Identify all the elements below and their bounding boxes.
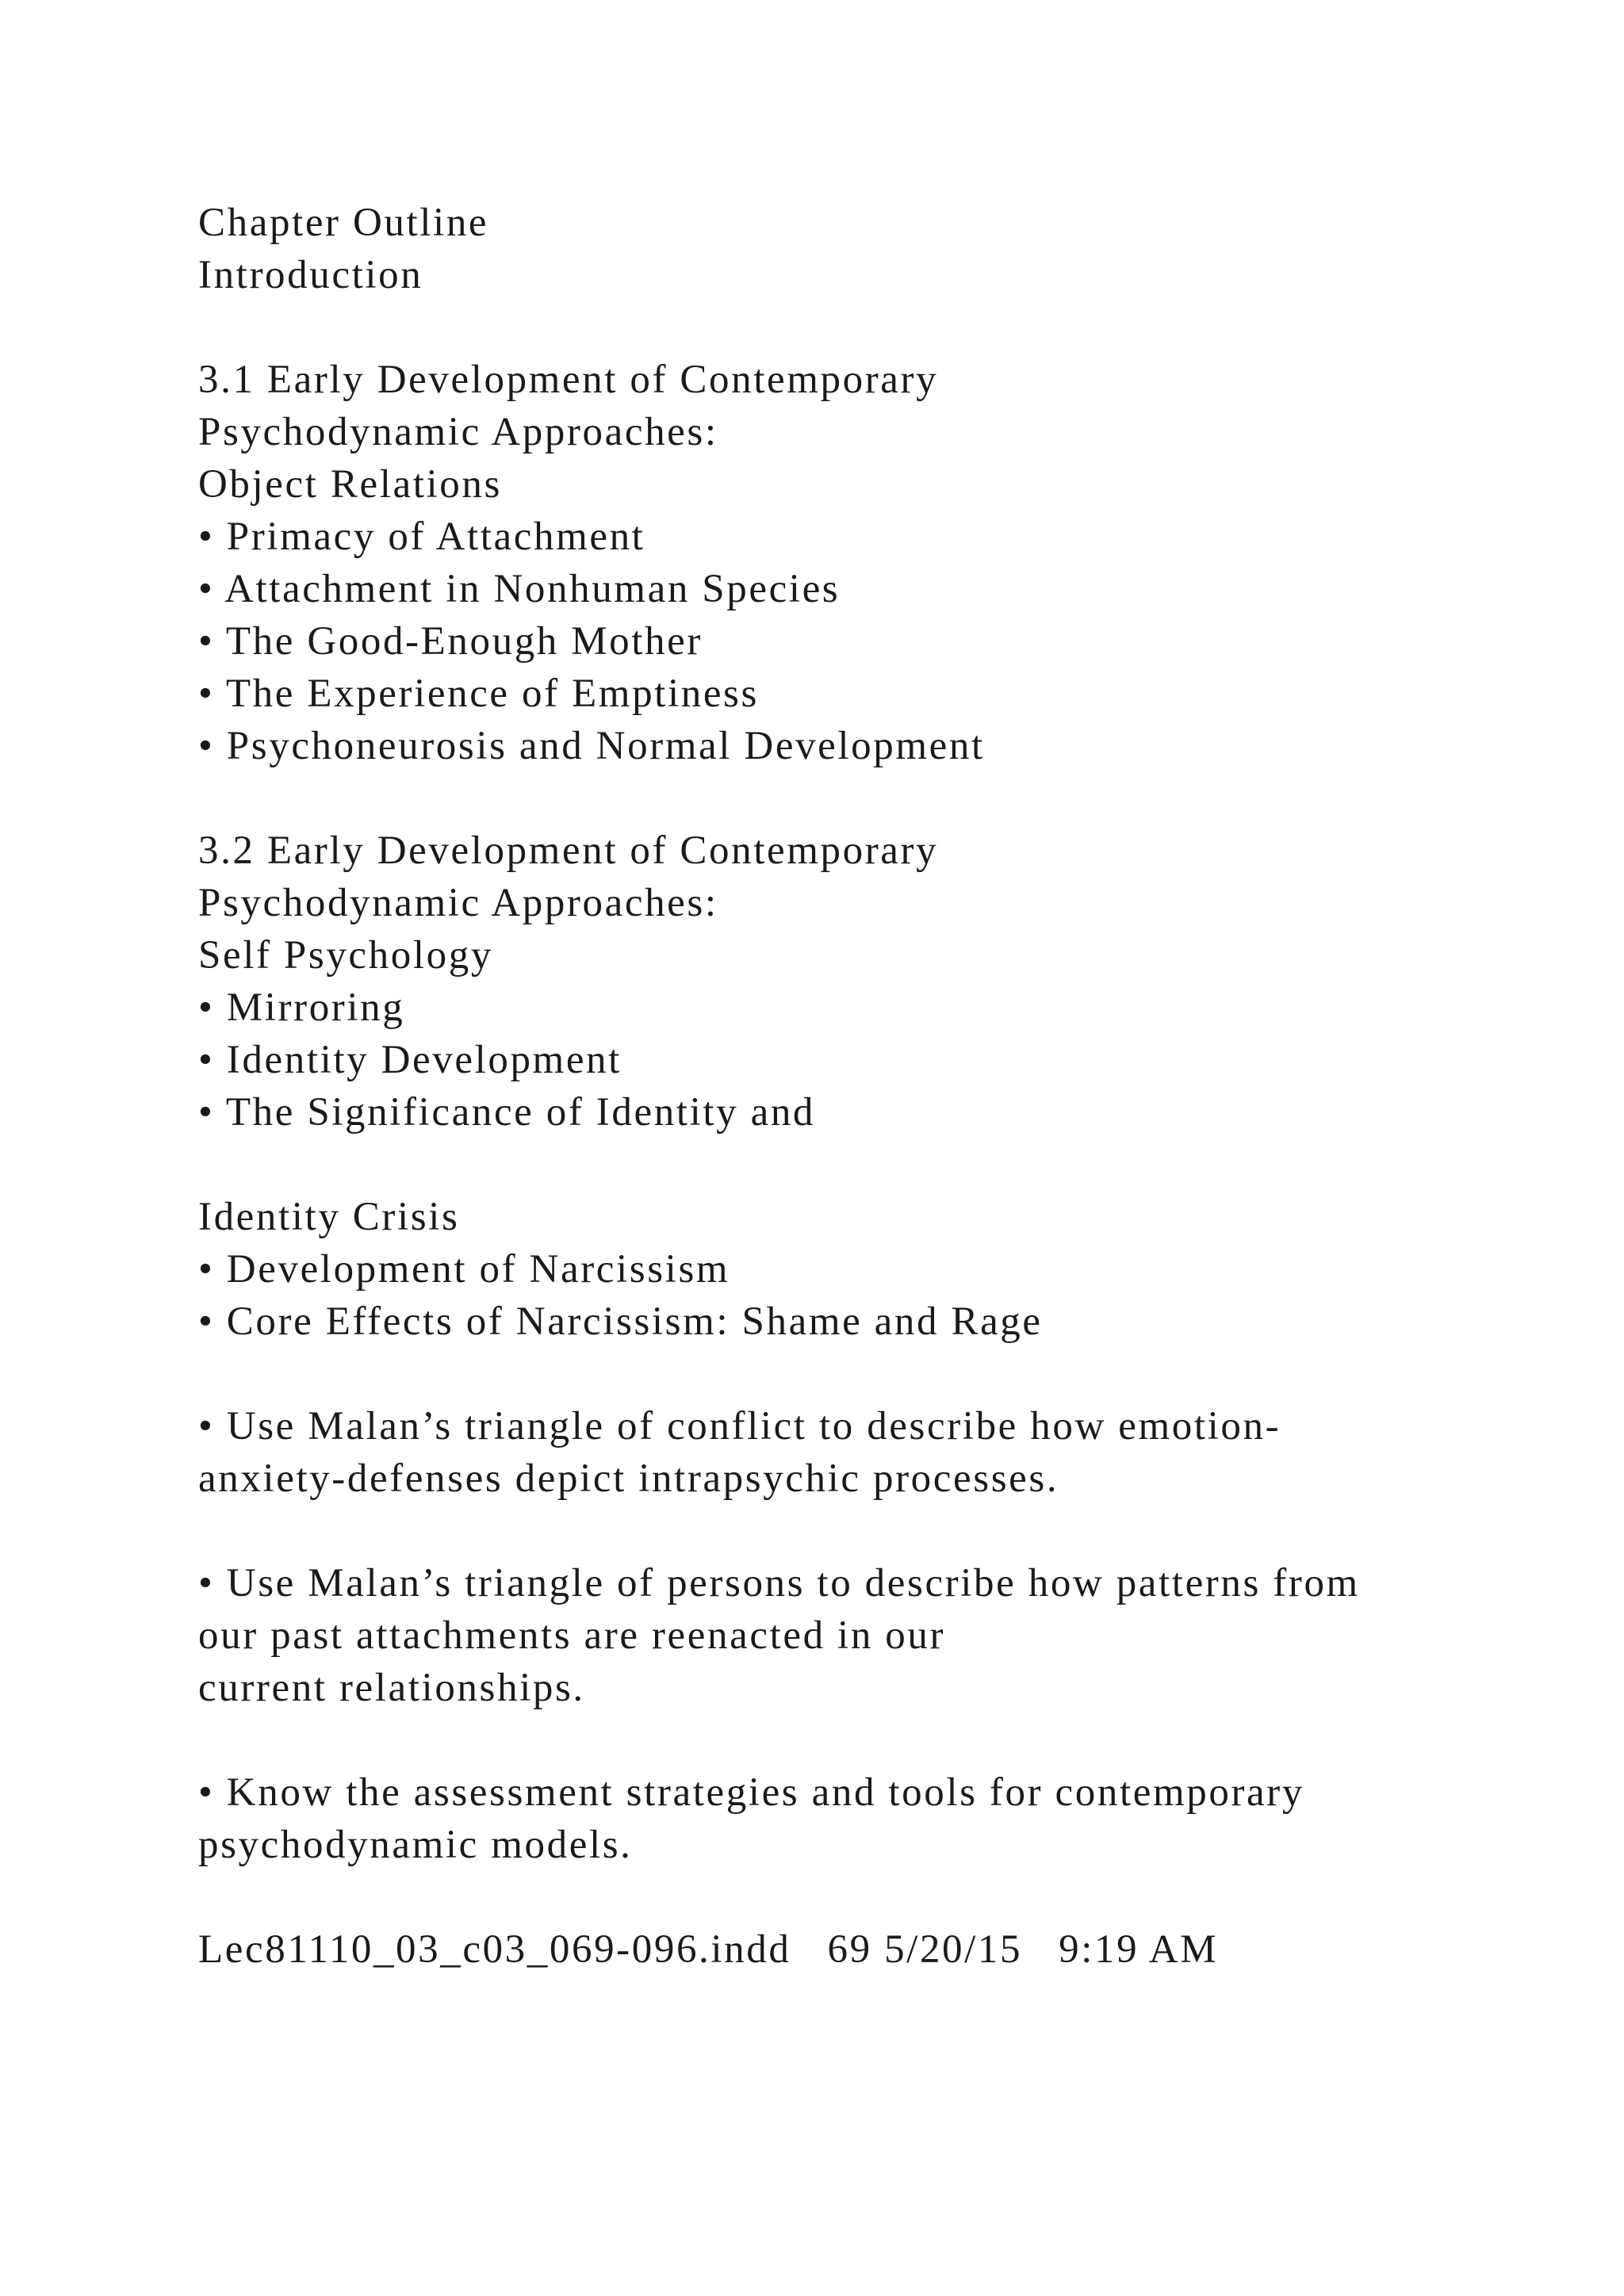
document-body [198, 197, 1546, 1976]
spacer [198, 1871, 1546, 1923]
objective-line: our past attachments are reenacted in our [198, 1613, 946, 1658]
section-3-1-heading-line1: 3.1 Early Development of Contemporary [198, 358, 939, 402]
list-item: • The Experience of Emptiness [198, 672, 759, 716]
list-item: • Identity Development [198, 1038, 622, 1082]
list-item: • The Good-Enough Mother [198, 619, 703, 664]
spacer [198, 1138, 1546, 1191]
section-3-2-heading-line3: Self Psychology [198, 933, 493, 978]
list-item: • Primacy of Attachment [198, 515, 645, 559]
objective-line: • Use Malan’s triangle of conflict to describe how emotion- [198, 1404, 1281, 1448]
spacer [198, 1714, 1546, 1766]
section-3-2-heading-line1: 3.2 Early Development of Contemporary [198, 828, 939, 873]
list-item: • Development of Narcissism [198, 1247, 730, 1292]
spacer [198, 1505, 1546, 1557]
section-3-1-heading-line3: Object Relations [198, 462, 502, 507]
objective-line: psychodynamic models. [198, 1823, 633, 1867]
list-item: • The Significance of Identity and [198, 1090, 816, 1135]
objective-line: current relationships. [198, 1666, 585, 1710]
spacer [198, 772, 1546, 825]
list-item: • Psychoneurosis and Normal Development [198, 724, 985, 768]
introduction-heading: Introduction [198, 253, 423, 297]
spacer [198, 301, 1546, 354]
list-item-continuation: Identity Crisis [198, 1195, 460, 1239]
list-item: • Mirroring [198, 985, 405, 1030]
section-3-1-heading-line2: Psychodynamic Approaches: [198, 410, 718, 454]
objective-line: • Use Malan’s triangle of persons to describe how patterns from [198, 1561, 1360, 1605]
file-footer: Lec81110_03_c03_069-096.indd 69 5/20/15 9:19 AM [198, 1927, 1219, 1972]
spacer [198, 1348, 1546, 1400]
objective-line: • Know the assessment strategies and tools for contemporary [198, 1770, 1304, 1815]
objective-line: anxiety-defenses depict intrapsychic processes. [198, 1456, 1059, 1501]
section-3-2-heading-line2: Psychodynamic Approaches: [198, 881, 718, 925]
list-item: • Core Effects of Narcissism: Shame and Rage [198, 1299, 1043, 1344]
chapter-outline-title: Chapter Outline [198, 201, 489, 245]
list-item: • Attachment in Nonhuman Species [198, 567, 841, 611]
